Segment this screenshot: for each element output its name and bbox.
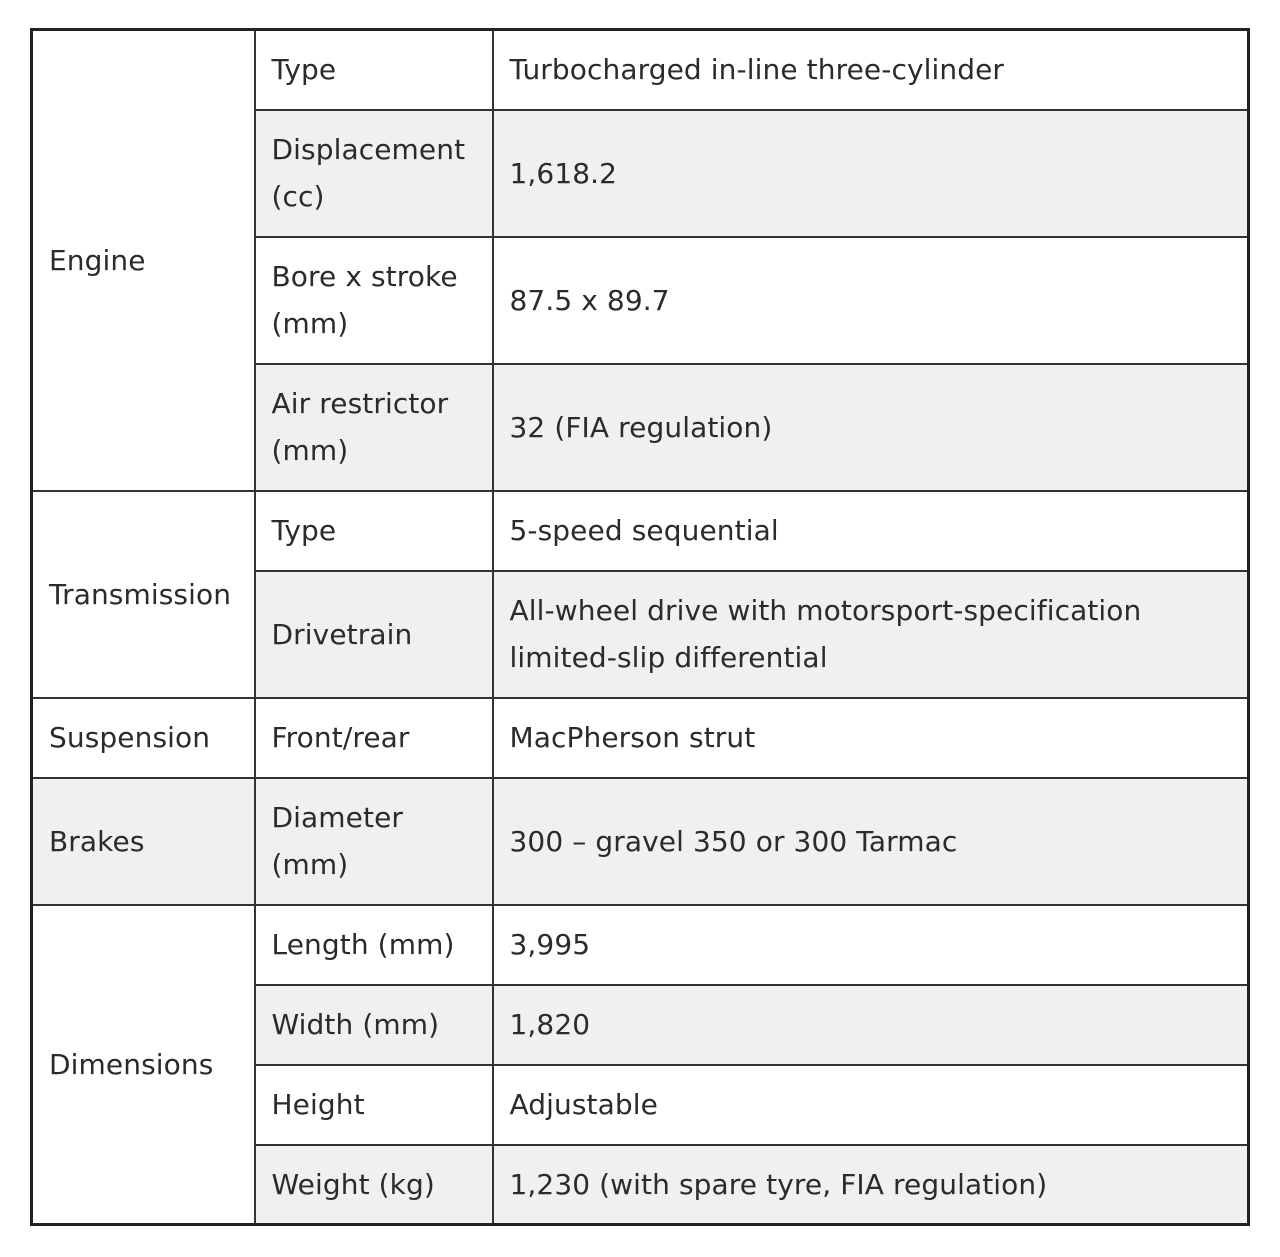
row-label: Air restrictor (mm) (255, 364, 493, 491)
table-row (32, 778, 1249, 905)
row-label: Type (255, 30, 493, 110)
row-label: Weight (kg) (255, 1145, 493, 1225)
row-value: 87.5 x 89.7 (493, 237, 1249, 364)
row-value: Turbocharged in-line three-cylinder (493, 30, 1249, 110)
table-row (32, 30, 1249, 110)
row-label: Drivetrain (255, 571, 493, 698)
category-engine: Engine (32, 30, 255, 491)
row-value: 300 – gravel 350 or 300 Tarmac (493, 778, 1249, 905)
row-value: 3,995 (493, 905, 1249, 985)
table-row (32, 905, 1249, 985)
category-dimensions: Dimensions (32, 905, 255, 1225)
row-label: Bore x stroke (mm) (255, 237, 493, 364)
category-suspension: Suspension (32, 698, 255, 778)
row-label: Displacement (cc) (255, 110, 493, 237)
row-value: Adjustable (493, 1065, 1249, 1145)
spec-table (30, 28, 1250, 1226)
row-value: All-wheel drive with motorsport-specification limited-slip differential (493, 571, 1249, 698)
category-brakes: Brakes (32, 778, 255, 905)
row-value: 1,618.2 (493, 110, 1249, 237)
row-label: Width (mm) (255, 985, 493, 1065)
table-row (32, 491, 1249, 571)
row-label: Type (255, 491, 493, 571)
row-label: Length (mm) (255, 905, 493, 985)
row-value: 32 (FIA regulation) (493, 364, 1249, 491)
row-label: Diameter (mm) (255, 778, 493, 905)
row-value: MacPherson strut (493, 698, 1249, 778)
row-label: Height (255, 1065, 493, 1145)
row-value: 5-speed sequential (493, 491, 1249, 571)
row-value: 1,230 (with spare tyre, FIA regulation) (493, 1145, 1249, 1225)
row-label: Front/rear (255, 698, 493, 778)
table-row (32, 698, 1249, 778)
category-transmission: Transmission (32, 491, 255, 698)
row-value: 1,820 (493, 985, 1249, 1065)
